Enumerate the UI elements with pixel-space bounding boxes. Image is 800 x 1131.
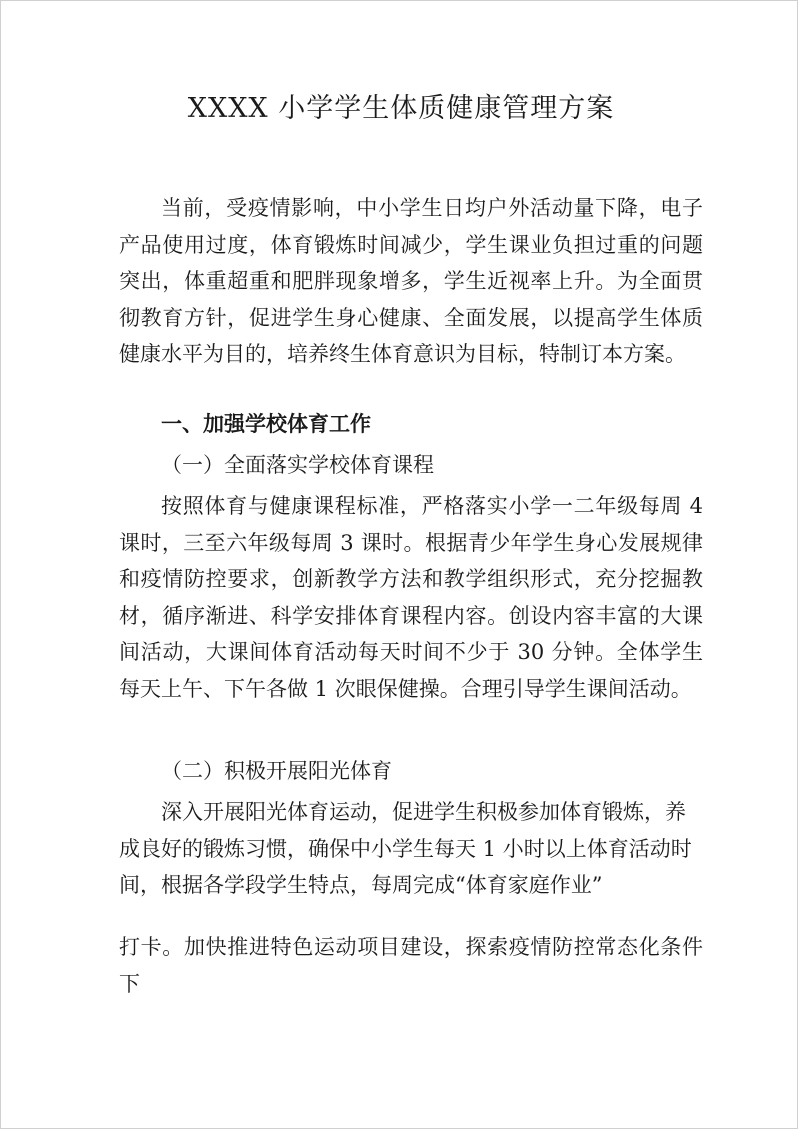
subsection-1-paragraph: 按照体育与健康课程标准，严格落实小学一二年级每周 4 课时，三至六年级每周 3 课时。根据青少年学生身心发展规律和疫情防控要求，创新教学方法和教学组织形式，充分挖掘教材，循序渐进、科学安排体育课程内容。创设内容丰富的大课间活动，大课间体育活动每天时间不少于 30 分钟。全体学生每天上午、下午各做 1 次眼保健操。合理引导学生课间活动。 <box>119 494 703 701</box>
subsection-heading-2: （二）积极开展阳光体育 <box>161 759 392 783</box>
continuation-paragraph: 打卡。加快推进特色运动项目建设，探索疫情防控常态化条件下 <box>119 935 703 996</box>
section-heading-1: 一、加强学校体育工作 <box>161 411 371 436</box>
intro-paragraph: 当前，受疫情影响，中小学生日均户外活动量下降，电子产品使用过度，体育锻炼时间减少，学生课业负担过重的问题突出，体重超重和肥胖现象增多，学生近视率上升。为全面贯彻教育方针，促进学生身心健康、全面发展，以提高学生体质健康水平为目的，培养终生体育意识为目标，特制订本方案。 <box>119 196 703 367</box>
subsection-2-paragraph: 深入开展阳光体育运动，促进学生积极参加体育锻炼，养成良好的锻炼习惯，确保中小学生每天 1 小时以上体育活动时间，根据各学段学生特点，每周完成“体育家庭作业” <box>119 800 692 898</box>
document-title: XXXX 小学学生体质健康管理方案 <box>187 93 615 124</box>
subsection-heading-1: （一）全面落实学校体育课程 <box>161 453 434 477</box>
